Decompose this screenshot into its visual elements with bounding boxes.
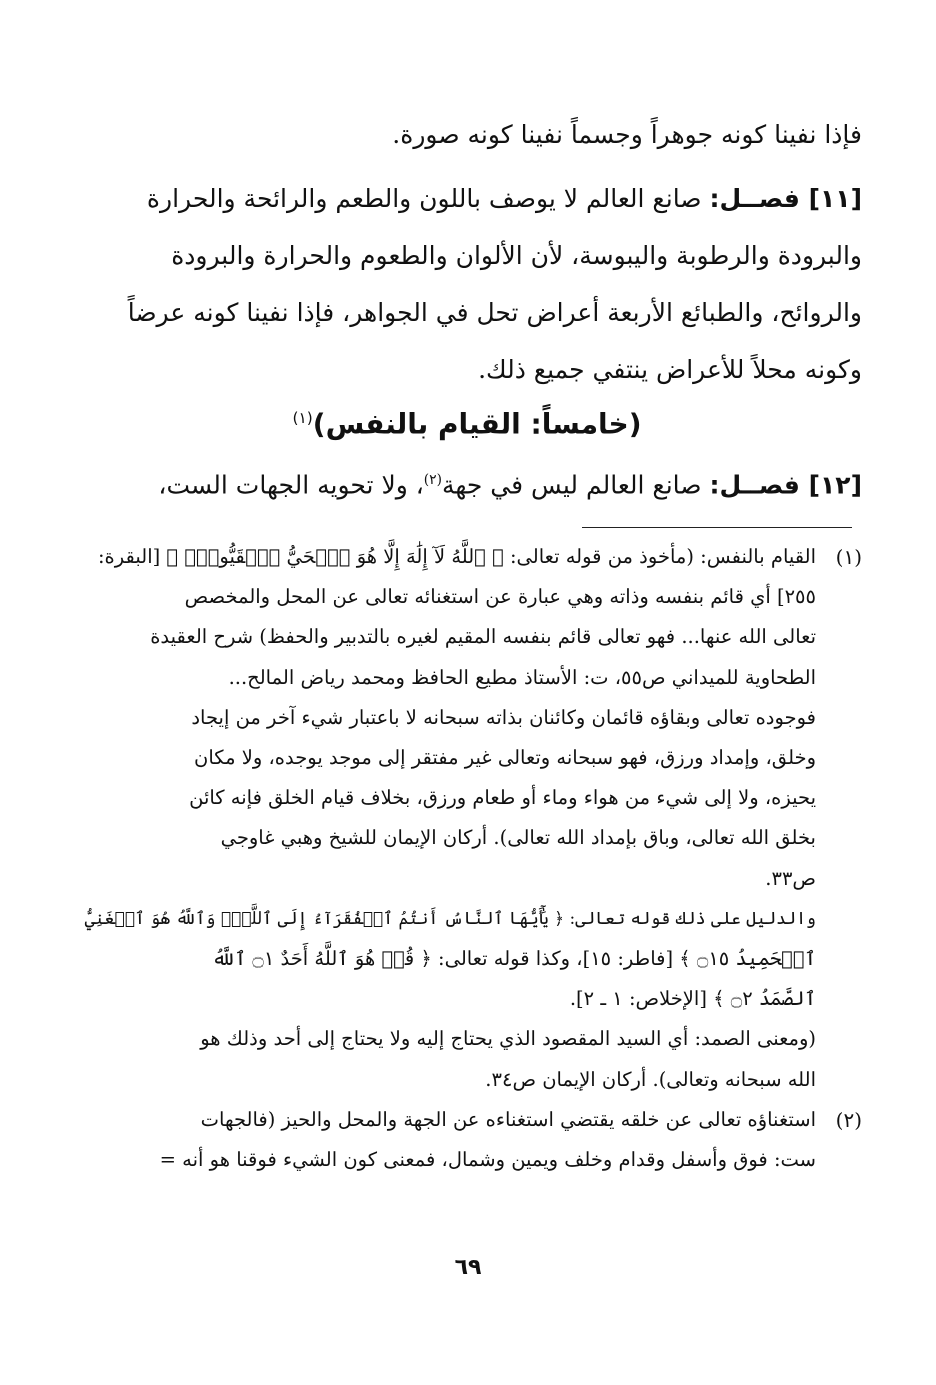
footnote-line: ص٣٣. — [765, 866, 816, 890]
footnote-2-number: (٢) — [835, 1107, 862, 1132]
footnote-1-number: (١) — [835, 545, 862, 569]
footnote-line: بخلق الله تعالى، وباق بإمداد الله تعالى). أركان الإيمان للشيخ وهبي غاوجي — [220, 826, 816, 850]
intro-line: فإذا نفينا كونه جوهراً وجسماً نفينا كونه صورة. — [392, 120, 862, 149]
section-12-text-b: ، ولا تحويه الجهات الست، — [158, 470, 424, 500]
intro-paragraph — [72, 106, 862, 163]
section-11-line-1 — [72, 170, 862, 227]
section-heading — [72, 392, 862, 450]
section-11-line-2: والبرودة والرطوبة واليبوسة، لأن الألوان والطعوم والحرارة والبرودة — [171, 241, 862, 270]
section-11-line-1-text: صانع العالم لا يوصف باللون والطعم والرائحة والحرارة — [146, 184, 710, 213]
heading-footnote-ref: (١) — [292, 409, 313, 427]
footnote-line: تعالى الله عنها... فهو تعالى قائم بنفسه المقيم لغيره بالتدبير والحفظ) شرح العقيدة — [150, 625, 816, 649]
section-heading-text: (خامساً: القيام بالنفس) — [312, 407, 642, 441]
section-12-label: [١٢] فصــل: — [709, 470, 862, 500]
section-11-line-3: والروائح، والطبائع الأربعة أعراض تحل في الجواهر، فإذا نفينا كونه عرضاً — [127, 298, 862, 327]
section-12-text-a: صانع العالم ليس في جهة — [441, 470, 710, 500]
section-11-line-4: وكونه محلاً للأعراض ينتفي جميع ذلك. — [478, 355, 862, 384]
footnote-1 — [72, 537, 862, 1100]
footnotes — [72, 537, 862, 1180]
footnote-line: ست: فوق وأسفل وقدام وخلف ويمين وشمال، فمعنى كون الشيء فوقنا هو أنه = — [159, 1148, 816, 1172]
footnote-2 — [72, 1100, 862, 1180]
footnote-line: فوجوده تعالى وبقاؤه قائمان وكائنان بذاته سبحانه لا باعتبار شيء آخر من إيجاد — [191, 705, 816, 729]
footnote-line: والدليل على ذلك قوله تعالى: ﴿ يَٰٓأَيُّهَا ٱلنَّاسُ أَنتُمُ ٱلۡفُقَرَآءُ إِلَى ٱللَّهِۖ وَٱللَّهُ هُوَ ٱلۡغَنِيُّ — [84, 908, 816, 929]
footnote-line: القيام بالنفس: (مأخوذ من قوله تعالى: ﴿ ٱللَّهُ لَآ إِلَٰهَ إِلَّا هُوَ ٱلۡحَيُّ ٱلۡقَيُّومُۚ ﴾ [البقرة: — [97, 545, 816, 568]
section-11-paragraph — [72, 170, 862, 398]
section-12-paragraph — [72, 452, 862, 513]
section-11-label: [١١] فصــل: — [709, 184, 862, 213]
page-number: ٦٩ — [454, 1255, 482, 1280]
footnote-line: استغناؤه تعالى عن خلقه يقتضي استغناءه عن الجهة والمحل والحيز (فالجهات — [200, 1107, 816, 1131]
footnote-line: يحيزه، ولا إلى شيء من هواء وماء أو طعام ورزق، بخلاف قيام الخلق فإنه كائن — [189, 786, 816, 810]
footnote-line: الطحاوية للميداني ص٥٥، ت: الأستاذ مطيع الحافظ ومحمد رياض المالح... — [228, 665, 816, 689]
section-12-line-1 — [72, 452, 862, 513]
footnote-line: ٱلصَّمَدُ ۝٢ ﴾ [الإخلاص: ١ ـ ٢]. — [569, 987, 816, 1011]
footnote-line: (ومعنى الصمد: أي السيد المقصود الذي يحتاج إليه ولا يحتاج إلى أحد وذلك هو — [200, 1027, 816, 1051]
footnote-line: ٢٥٥] أي قائم بنفسه وذاته وهي عبارة عن استغنائه تعالى عن المحل والمخصص — [184, 585, 816, 609]
footnote-line: ٱلۡحَمِيدُ ۝١٥ ﴾ [فاطر: ١٥]، وكذا قوله تعالى: ﴿ قُلۡ هُوَ ٱللَّهُ أَحَدٌ ۝١ ٱللَّهُ — [211, 947, 816, 971]
section-12-footnote-ref: (٢) — [423, 472, 442, 488]
footnote-separator — [582, 527, 852, 528]
footnote-line: وخلق، وإمداد ورزق، فهو سبحانه وتعالى غير مفتقر إلى موجد يوجده، ولا مكان — [194, 746, 816, 770]
footnote-line: الله سبحانه وتعالى). أركان الإيمان ص٣٤. — [485, 1067, 816, 1091]
